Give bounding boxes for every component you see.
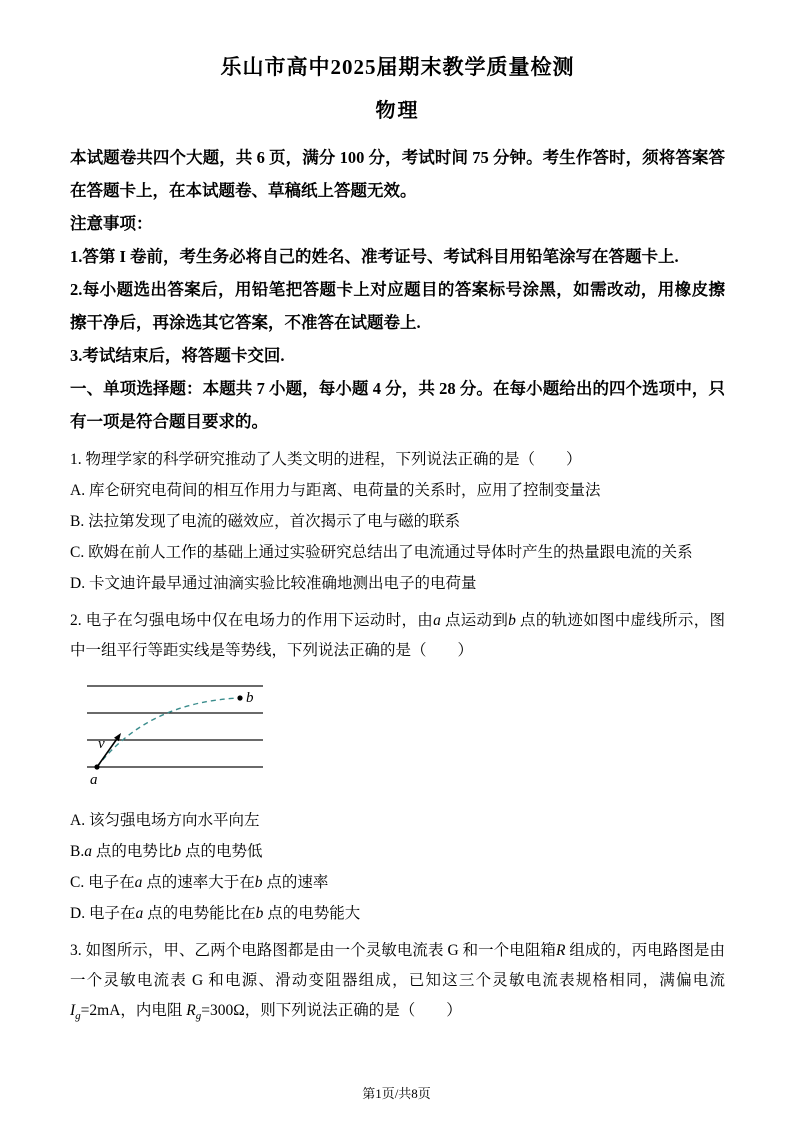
- section-heading: 一、单项选择题：本题共 7 小题，每小题 4 分，共 28 分。在每小题给出的四个选项中，只有一项是符合题目要求的。: [70, 379, 725, 431]
- point-a-dot: [94, 764, 99, 769]
- label-a: a: [90, 772, 98, 788]
- question-1-option-b: B. 法拉第发现了电流的磁效应，首次揭示了电与磁的联系: [70, 513, 461, 530]
- question-2-text: 2. 电子在匀强电场中仅在电场力的作用下运动时，由a 点运动到b 点的轨迹如图中虚线所示，图中一组平行等距实线是等势线，下列说法正确的是（ ）: [70, 612, 725, 659]
- question-3-text: 3. 如图所示，甲、乙两个电路图都是由一个灵敏电流表 G 和一个电阻箱R 组成的，丙电路图是由一个灵敏电流表 G 和电源、滑动变阻器组成，已知这三个灵敏电流表规格相同，满偏电流$I_g=2mA$，内电阻 $R_g=300\Omega$，则下列说法正确的是（ ）: [70, 942, 725, 1023]
- label-b: b: [246, 690, 254, 706]
- notice-item-3: 3.考试结束后，将答题卡交回.: [70, 346, 285, 365]
- label-v: v: [98, 736, 105, 752]
- question-2-option-d: D. 电子在a 点的电势能比在b 点的电势能大: [70, 905, 361, 922]
- equipotential-lines: [87, 686, 263, 767]
- question-1: [70, 445, 725, 599]
- page-title: 乐山市高中2025届期末教学质量检测: [220, 55, 575, 79]
- page-footer: 第1页/共8页: [362, 1086, 431, 1101]
- notice-item-1: 1.答第 I 卷前，考生务必将自己的姓名、准考证号、考试科目用铅笔涂写在答题卡上.: [70, 247, 679, 266]
- notice-heading: 注意事项：: [70, 214, 153, 233]
- subject-title: 物理: [375, 100, 420, 122]
- question-2-figure: [85, 676, 725, 799]
- notice-item-2: 2.每小题选出答案后，用铅笔把答题卡上对应题目的答案标号涂黑，如需改动，用橡皮擦擦干净后，再涂选其它答案，不准答在试题卷上.: [70, 280, 725, 332]
- question-3: [70, 936, 725, 1031]
- equipotential-diagram: [85, 676, 285, 794]
- question-2-option-c: C. 电子在a 点的速率大于在b 点的速率: [70, 874, 329, 891]
- point-b-dot: [237, 695, 242, 700]
- question-1-option-a: A. 库仑研究电荷间的相互作用力与距离、电荷量的关系时，应用了控制变量法: [70, 482, 601, 499]
- trajectory-dashed-curve: [97, 698, 240, 767]
- question-2-option-a: A. 该匀强电场方向水平向左: [70, 812, 260, 829]
- intro-paragraph: 本试题卷共四个大题，共 6 页，满分 100 分，考试时间 75 分钟。考生作答时，须将答案答在答题卡上，在本试题卷、草稿纸上答题无效。: [70, 148, 725, 200]
- question-2: [70, 606, 725, 929]
- question-1-option-d: D. 卡文迪许最早通过油滴实验比较准确地测出电子的电荷量: [70, 575, 477, 592]
- question-2-option-b: B.a 点的电势比b 点的电势低: [70, 843, 263, 860]
- question-1-text: 1. 物理学家的科学研究推动了人类文明的进程，下列说法正确的是（ ）: [70, 451, 582, 468]
- question-1-option-c: C. 欧姆在前人工作的基础上通过实验研究总结出了电流通过导体时产生的热量跟电流的关系: [70, 544, 693, 561]
